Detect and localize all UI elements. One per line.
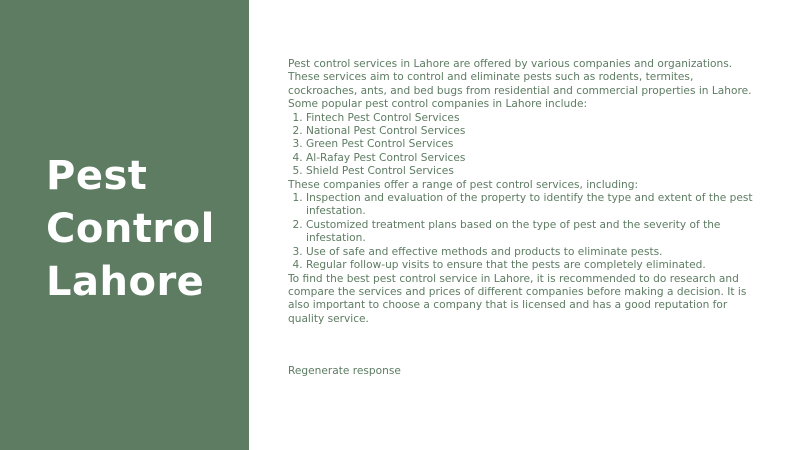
list-item-company: 4. Al-Rafay Pest Control Services (306, 152, 764, 165)
page-title (46, 150, 215, 309)
services-list (288, 192, 764, 272)
companies-heading: Some popular pest control companies in Lahore include: (288, 98, 588, 111)
regenerate-response-button[interactable]: Regenerate response (288, 365, 401, 377)
conclusion-paragraph: To find the best pest control service in Lahore, it is recommended to do research and compare the services and prices of different companies before making a decision. It is also important to choose a company that is licensed and has a good reputation for quality service. (288, 272, 747, 325)
list-item-service: 1. Inspection and evaluation of the property to identify the type and extent of the pest infestation. (306, 192, 764, 219)
list-item-service: 3. Use of safe and effective methods and products to eliminate pests. (306, 246, 764, 259)
intro-paragraph: Pest control services in Lahore are offered by various companies and organizations. These services aim to control and eliminate pests such as rodents, termites, cockroaches, ants, and bed bugs from residential and commercial properties in Lahore. (288, 58, 752, 97)
list-item-service: 4. Regular follow-up visits to ensure that the pests are completely eliminated. (306, 259, 764, 272)
list-item-company: 1. Fintech Pest Control Services (306, 112, 764, 125)
list-item-company: 3. Green Pest Control Services (306, 138, 764, 151)
companies-list (288, 112, 764, 179)
title-line-2: Control (46, 206, 215, 252)
list-item-service: 2. Customized treatment plans based on the type of pest and the severity of the infestation. (306, 219, 764, 246)
title-line-1: Pest (46, 153, 148, 199)
title-line-3: Lahore (46, 259, 205, 305)
list-item-company: 5. Shield Pest Control Services (306, 165, 764, 178)
list-item-company: 2. National Pest Control Services (306, 125, 764, 138)
services-heading: These companies offer a range of pest control services, including: (288, 178, 639, 191)
response-content (288, 58, 764, 326)
left-panel (0, 0, 249, 450)
